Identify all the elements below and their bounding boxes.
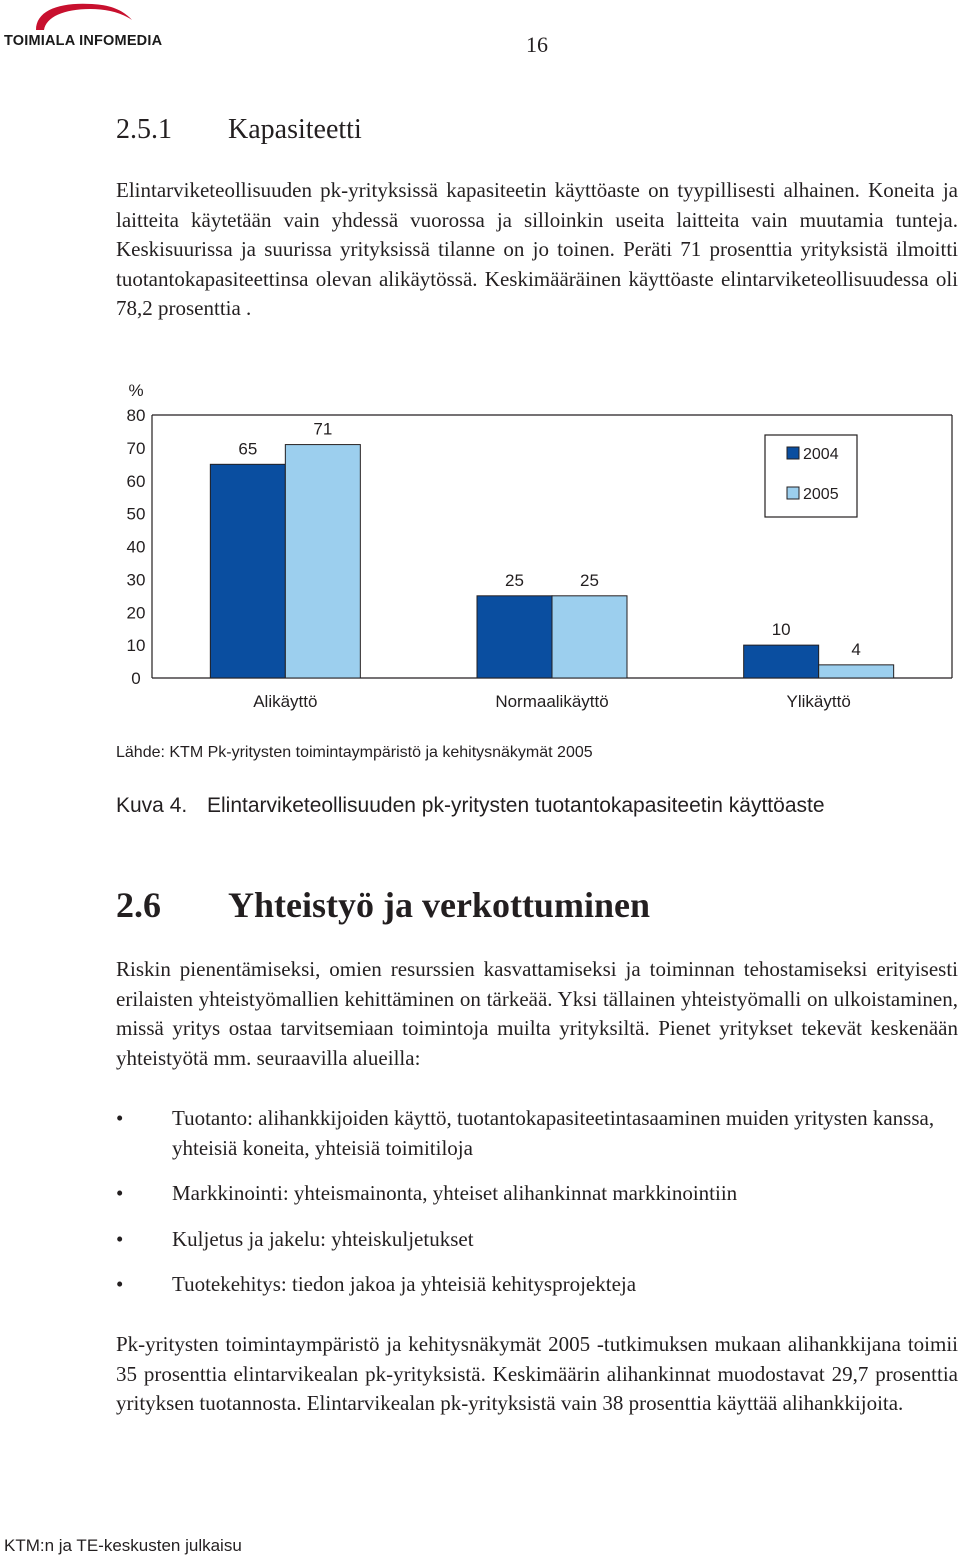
page-number: 16: [526, 32, 548, 57]
y-tick-label: 40: [126, 537, 146, 557]
list-item: [116, 1225, 958, 1255]
list-item-label: Tuotekehitys:: [172, 1272, 287, 1296]
list-item-text: yhteiskuljetukset: [325, 1226, 474, 1251]
capacity-bar-chart: [100, 370, 960, 720]
y-tick-label: 20: [126, 603, 146, 623]
y-tick-label: 30: [126, 570, 146, 590]
paragraph-subcontracting: Pk-yritysten toimintaympäristö ja kehitysnäkymät 2005 -tutkimuksen mukaan alihankkijana toimii 35 prosenttia elintarvikealan pk-yrityksistä. Keskimäärin alihankinnat muodostavat 29,7 prosenttia yrityksen tuotannosta. Elintarvikealan pk-yrityksistä vain 38 prosenttia käyttää alihankkijoita.: [116, 1332, 958, 1415]
list-item-label: Tuotanto:: [172, 1106, 253, 1130]
legend-entry: 2004: [803, 446, 839, 463]
section-title: Yhteistyö ja verkottuminen: [228, 885, 650, 925]
legend-swatch: [787, 447, 799, 459]
legend-swatch: [787, 487, 799, 499]
list-item: [116, 1104, 958, 1163]
list-item: [116, 1179, 958, 1209]
section-number: 2.6: [116, 885, 161, 925]
page-footer: KTM:n ja TE-keskusten julkaisu: [4, 1536, 242, 1555]
subsection-number: 2.5.1: [116, 114, 172, 145]
list-item-label: Kuljetus ja jakelu:: [172, 1226, 326, 1251]
subsection-heading: [116, 114, 362, 146]
bar: [552, 596, 627, 678]
bar: [210, 464, 285, 678]
y-tick-label: 80: [126, 406, 146, 425]
chart-source: Lähde: KTM Pk-yritysten toimintaympäristö ja kehitysnäkymät 2005: [116, 744, 593, 761]
bullet-icon: •: [116, 1106, 124, 1130]
caption-label: Kuva 4.: [116, 794, 188, 817]
paragraph-capacity: Elintarviketeollisuuden pk-yrityksissä kapasiteetin käyttöaste on tyypillisesti alhainen. Koneita ja laitteita käytetään vain yhdessä vuorossa ja silloinkin useita laitteita vain muutamia tunteja. Keskisuurissa ja suurissa yrityksissä tilanne on jo toinen. Peräti 71 prosenttia yrityksistä ilmoitti tuotantokapasiteettinsa olevan alikäytössä. Keskimääräinen käyttöaste elintarviketeollisuudessa oli 78,2 prosenttia .: [116, 178, 958, 320]
bar: [819, 665, 894, 678]
bullet-icon: •: [116, 1181, 124, 1205]
y-tick-label: 0: [131, 669, 141, 688]
y-axis-label: %: [128, 381, 144, 400]
x-tick-label: Alikäyttö: [253, 692, 318, 711]
x-tick-label: Normaalikäyttö: [495, 692, 609, 711]
toimiala-infomedia-logo: [0, 0, 180, 60]
y-tick-label: 60: [126, 471, 146, 491]
data-label: 4: [851, 639, 861, 659]
subsection-title: Kapasiteetti: [228, 114, 362, 145]
data-label: 65: [238, 439, 258, 459]
x-tick-label: Ylikäyttö: [786, 692, 851, 711]
list-item-label: Markkinointi:: [172, 1181, 289, 1205]
y-tick-label: 10: [126, 636, 146, 656]
data-label: 25: [505, 570, 524, 590]
cooperation-list: [116, 1104, 958, 1316]
y-tick-label: 70: [126, 438, 146, 458]
list-item-text: yhteismainonta, yhteiset alihankinnat markkinointiin: [288, 1181, 738, 1205]
legend-entry: 2005: [803, 486, 839, 503]
list-item-text: alihankkijoiden käyttö, tuotantokapasiteetintasaaminen muiden yritysten kanssa, yhteisiä koneita, yhteisiä toimitiloja: [172, 1106, 935, 1160]
y-tick-label: 50: [126, 504, 146, 524]
bullet-icon: •: [116, 1226, 124, 1251]
data-label: 25: [580, 570, 599, 590]
caption-text: Elintarviketeollisuuden pk-yritysten tuotantokapasiteetin käyttöaste: [207, 794, 825, 817]
paragraph-cooperation: Riskin pienentämiseksi, omien resurssien kasvattamiseksi ja toiminnan tehostamiseksi erityisesti erilaisten yhteistyömallien kehittäminen on tärkeää. Yksi tällainen yhteistyömalli on ulkoistaminen, missä yritys ostaa tarvitsemiaan toimintoja muilta yrityksiltä. Pienet yritykset tekevät keskenään yhteistyötä mm. seuraavilla alueilla:: [116, 957, 958, 1070]
data-label: 71: [313, 419, 333, 439]
list-item-text: tiedon jakoa ja yhteisiä kehitysprojekteja: [286, 1272, 637, 1296]
bar: [477, 596, 552, 678]
data-label: 10: [771, 620, 791, 640]
bullet-icon: •: [116, 1272, 124, 1296]
section-heading: [116, 884, 650, 926]
list-item: [116, 1270, 958, 1300]
bar: [744, 645, 819, 678]
bar: [285, 445, 360, 678]
chart-svg: [100, 370, 960, 720]
figure-caption: [116, 794, 825, 818]
logo-text: TOIMIALA INFOMEDIA: [4, 33, 163, 49]
